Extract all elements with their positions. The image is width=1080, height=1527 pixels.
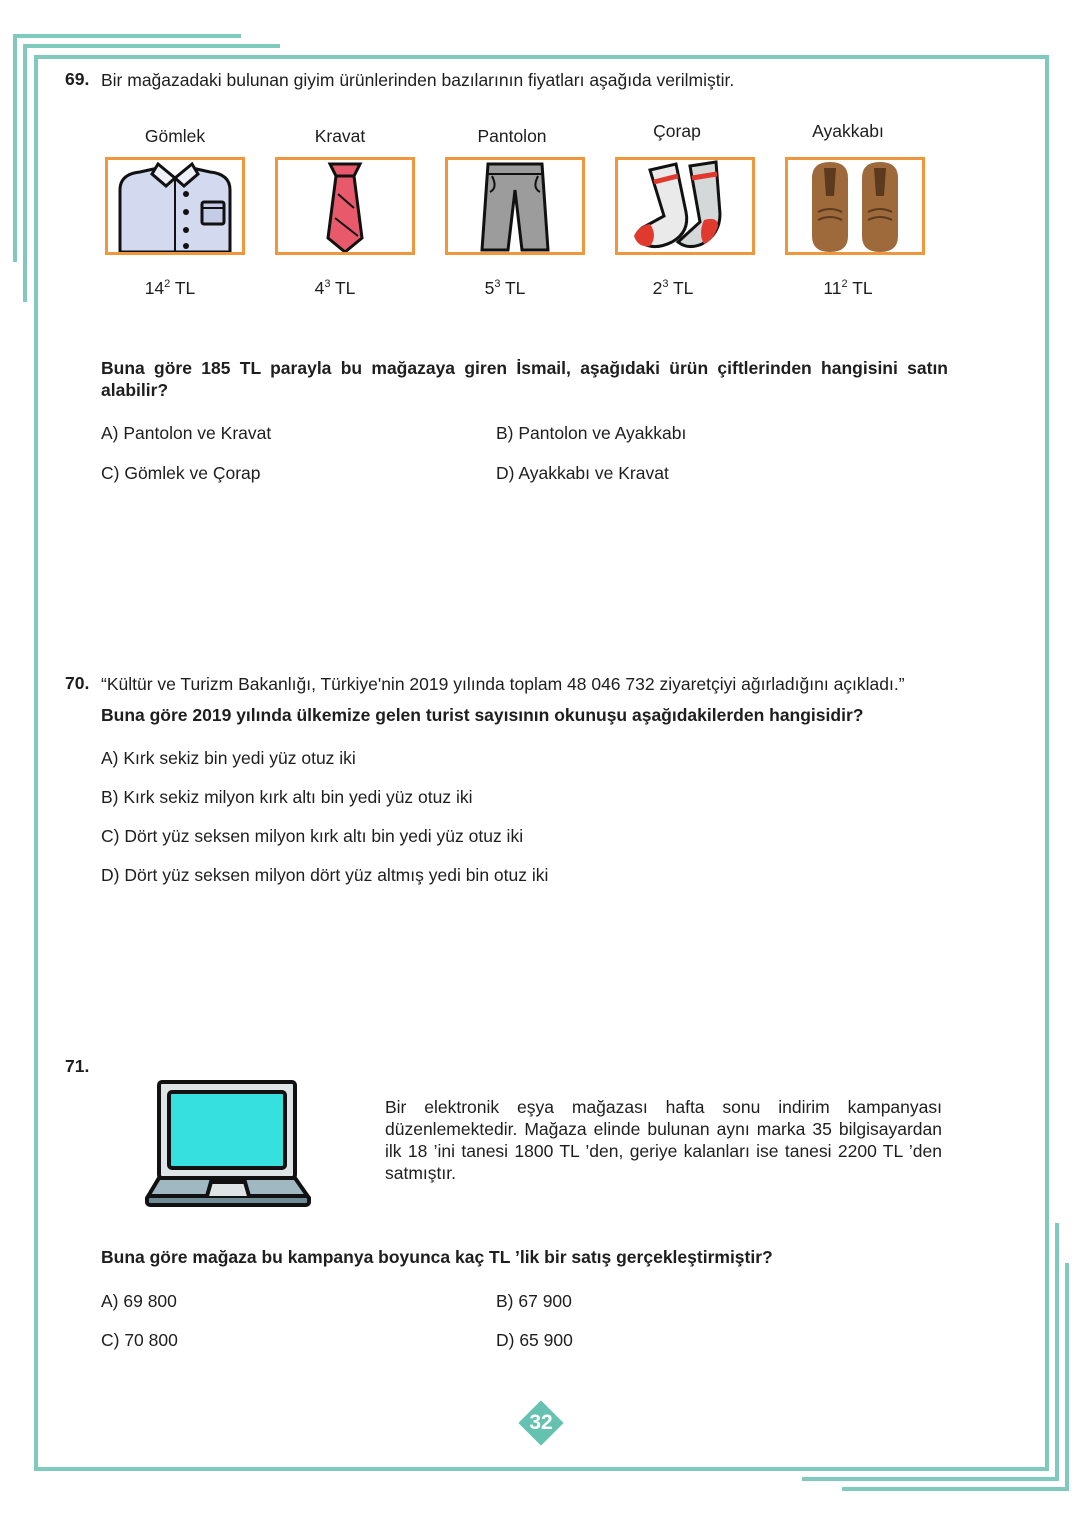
shirt-icon — [110, 160, 240, 252]
price-exponent: 2 — [841, 278, 848, 291]
item-image-box — [105, 157, 245, 255]
option-b[interactable]: B) Pantolon ve Ayakkabı — [496, 423, 687, 443]
page-number: 32 — [529, 1411, 553, 1434]
question-quote: “Kültür ve Turizm Bakanlığı, Türkiye'nin 2019 yılında toplam 48 046 732 ziyaretçiyi ağırladığını açıkladı.” — [101, 674, 905, 694]
price-unit: TL — [672, 278, 694, 298]
item-label: Ayakkabı — [812, 121, 884, 141]
frame-line — [842, 1487, 1069, 1491]
option-c[interactable]: C) 70 800 — [101, 1330, 178, 1350]
option-b[interactable]: B) Kırk sekiz milyon kırk altı bin yedi yüz otuz iki — [101, 787, 473, 807]
item-label: Kravat — [314, 126, 366, 146]
frame-line — [23, 44, 27, 302]
question-passage: Bir elektronik eşya mağazası hafta sonu indirim kampanyası düzenlemektedir. Mağaza elinde bulunan aynı marka 35 bilgisayardan ilk 18 ’ini tanesi 1800 TL ’den, geriye kalanları ise tanesi 2200 TL ’den satmıştır. — [385, 1097, 942, 1183]
price-base: 11 — [823, 278, 842, 298]
price-exponent: 3 — [494, 278, 501, 291]
question-stem: Bir mağazadaki bulunan giyim ürünlerinden bazılarının fiyatları aşağıda verilmiştir. — [101, 70, 735, 90]
item-image-box — [445, 157, 585, 255]
frame-line — [13, 34, 17, 262]
option-c[interactable]: C) Dört yüz seksen milyon kırk altı bin yedi yüz otuz iki — [101, 826, 524, 846]
question-number: 70. — [65, 673, 90, 693]
item-price — [430, 278, 580, 299]
tie-icon — [280, 160, 410, 252]
price-unit: TL — [174, 278, 196, 298]
option-c[interactable]: C) Gömlek ve Çorap — [101, 463, 261, 483]
price-base: 2 — [652, 278, 663, 298]
question-number: 71. — [65, 1056, 90, 1076]
price-unit: TL — [504, 278, 526, 298]
question-text: Buna göre 2019 yılında ülkemize gelen turist sayısının okunuşu aşağıdakilerden hangisidir? — [101, 705, 864, 725]
price-unit: TL — [334, 278, 356, 298]
price-base: 5 — [484, 278, 495, 298]
price-unit: TL — [852, 278, 873, 298]
option-a[interactable]: A) Pantolon ve Kravat — [101, 423, 272, 443]
price-base: 4 — [314, 278, 325, 298]
trousers-icon — [450, 160, 580, 252]
price-exponent: 3 — [662, 278, 669, 291]
frame-line — [1065, 1263, 1069, 1491]
option-d[interactable]: D) Dört yüz seksen milyon dört yüz altmış yedi bin otuz iki — [101, 865, 549, 885]
question-number: 69. — [65, 69, 90, 89]
price-base: 14 — [144, 278, 165, 298]
item-label: Pantolon — [477, 126, 547, 146]
item-price — [260, 278, 410, 299]
frame-line — [23, 44, 280, 48]
option-b[interactable]: B) 67 900 — [496, 1291, 572, 1311]
frame-line — [13, 34, 241, 38]
frame-line — [1055, 1223, 1059, 1481]
item-image-box — [785, 157, 925, 255]
option-a[interactable]: A) 69 800 — [101, 1291, 177, 1311]
option-a[interactable]: A) Kırk sekiz bin yedi yüz otuz iki — [101, 748, 356, 768]
item-image-box — [615, 157, 755, 255]
item-label: Gömlek — [144, 126, 206, 146]
item-price — [773, 278, 923, 299]
question-text: Buna göre 185 TL parayla bu mağazaya giren İsmail, aşağıdaki ürün çiftlerinden hangisini satın alabilir? — [101, 358, 948, 400]
price-exponent: 3 — [324, 278, 331, 291]
socks-icon — [620, 160, 750, 252]
frame-line — [802, 1477, 1059, 1481]
item-price — [95, 278, 245, 299]
laptop-icon — [145, 1080, 311, 1208]
shoes-icon — [790, 160, 920, 252]
price-exponent: 2 — [164, 278, 171, 291]
item-label: Çorap — [653, 121, 701, 141]
option-d[interactable]: D) Ayakkabı ve Kravat — [496, 463, 669, 483]
item-image-box — [275, 157, 415, 255]
question-text: Buna göre mağaza bu kampanya boyunca kaç TL ’lik bir satış gerçekleştirmiştir? — [101, 1247, 773, 1267]
item-price — [598, 278, 748, 299]
option-d[interactable]: D) 65 900 — [496, 1330, 573, 1350]
